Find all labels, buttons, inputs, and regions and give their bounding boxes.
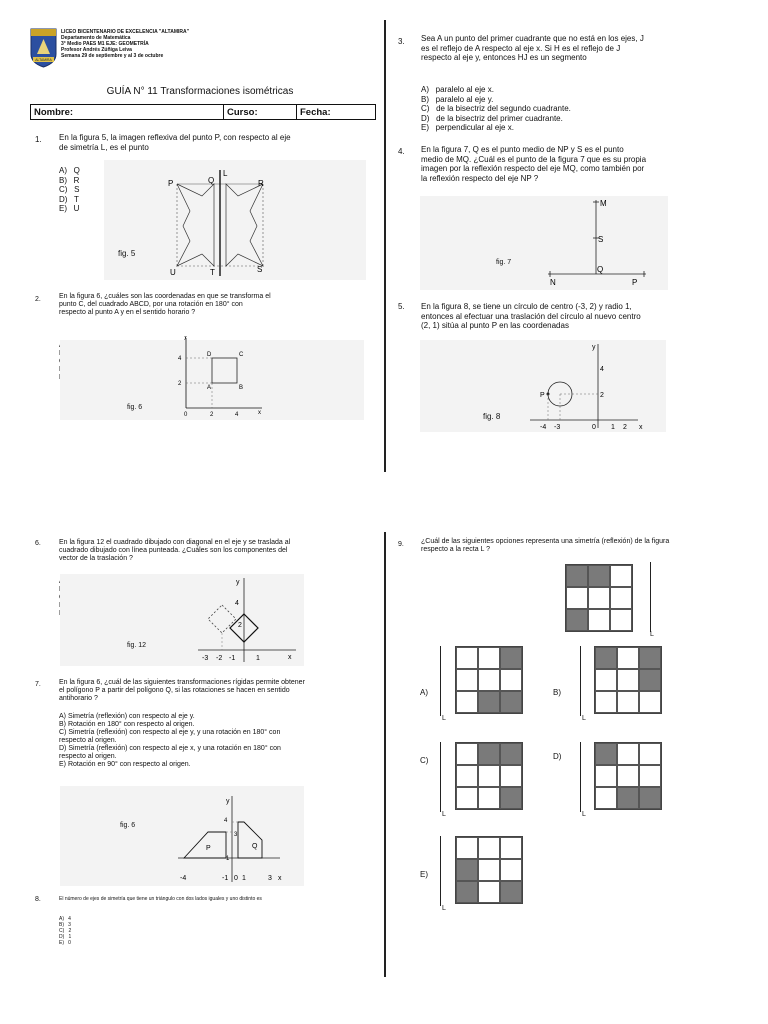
grid-cell [639, 743, 661, 765]
option[interactable]: D) T [59, 194, 79, 204]
line-l-label: L [582, 715, 586, 722]
grid-cell [456, 743, 478, 765]
tick-label: 4 [235, 412, 239, 418]
grid-cell-shaded [639, 787, 661, 809]
grid-cell-shaded [456, 859, 478, 881]
course-line: 3° Medio PAES M1 EJE: GEOMETRÍA [61, 41, 149, 47]
q9-option-label-b[interactable]: B) [553, 688, 561, 697]
label: U [170, 268, 176, 277]
question-6-number: 6. [35, 540, 41, 547]
tick-label: -4 [180, 875, 187, 882]
q9-figure-grid [565, 564, 633, 632]
grid-cell [456, 647, 478, 669]
question-3-text: Sea A un punto del primer cuadrante que no está en los ejes, J es el reflejo de A respecto al eje x. Si H es el reflejo de J respecto al eje y, entonces HJ es un segmento [421, 34, 644, 62]
axis-label: x [258, 410, 261, 416]
axis-label: x [639, 424, 643, 431]
grid-cell-shaded [478, 691, 500, 713]
option[interactable]: B) R [59, 175, 80, 185]
grid-cell [456, 787, 478, 809]
column-divider-top [384, 20, 386, 472]
line-l-label: L [650, 631, 654, 638]
q9-option-label-c[interactable]: C) [420, 756, 429, 765]
svg-text:ALTAMIRA: ALTAMIRA [35, 58, 52, 62]
tick-label: -4 [540, 424, 547, 431]
grid-cell-shaded [500, 691, 522, 713]
tick-label: 3 [268, 875, 272, 882]
tick-label: 0 [234, 875, 238, 882]
option[interactable]: B) paralelo al eje y. [421, 94, 494, 104]
option[interactable]: C) 2 [59, 928, 72, 934]
grid-cell [588, 609, 610, 631]
grid-cell [456, 765, 478, 787]
tick-label: 4 [224, 818, 228, 824]
label: P [632, 278, 638, 287]
fecha-field[interactable]: Fecha: [297, 105, 376, 120]
axis-label: y [226, 798, 230, 805]
grid-cell [617, 765, 639, 787]
student-info-table [30, 104, 376, 120]
question-7-text: En la figura 6, ¿cuál de las siguientes transformaciones rígidas permite obtener el polígono P a partir del polígono Q, si las rotaciones se hacen en sentido antihorario ? [59, 679, 305, 702]
tick-label: 2 [238, 622, 242, 629]
option[interactable]: E) U [59, 204, 80, 213]
label: A [207, 385, 212, 391]
grid-cell [566, 587, 588, 609]
option[interactable]: E) perpendicular al eje x. [421, 123, 514, 132]
grid-cell-shaded [456, 881, 478, 903]
grid-cell-shaded [588, 565, 610, 587]
line-l-label: L [442, 715, 446, 722]
tick-label: 0 [184, 412, 188, 418]
label: P [206, 845, 211, 852]
grid-cell [610, 587, 632, 609]
figure-caption: fig. 6 [120, 822, 136, 829]
tick-label: 2 [210, 412, 214, 418]
figure-5 [164, 166, 274, 278]
option[interactable]: A) 4 [59, 916, 71, 922]
grid-cell-shaded [639, 669, 661, 691]
option[interactable]: A) Q [59, 166, 80, 175]
grid-cell [456, 837, 478, 859]
line-l-label: L [442, 905, 446, 912]
option[interactable]: B) 3 [59, 922, 71, 928]
tick-label: 1 [242, 875, 246, 882]
tick-label: 3 [234, 832, 238, 838]
figure-7 [540, 196, 660, 290]
grid-cell-shaded [617, 787, 639, 809]
tick-label: 2 [623, 424, 627, 431]
school-logo [30, 28, 57, 68]
grid-cell [617, 647, 639, 669]
label: P [168, 179, 174, 188]
q9-option-c-grid[interactable] [455, 742, 523, 810]
axis-label: x [288, 654, 292, 661]
grid-cell-shaded [500, 881, 522, 903]
figure-caption: fig. 7 [496, 259, 512, 266]
question-5-text: En la figura 8, se tiene un círculo de centro (-3, 2) y radio 1, entonces al efectuar una traslación del círculo al nuevo centro (2, 1) sitúa al punto P en las coordenadas [421, 302, 641, 330]
grid-cell-shaded [595, 743, 617, 765]
question-7-options [59, 713, 309, 769]
grid-cell [610, 609, 632, 631]
grid-cell [478, 837, 500, 859]
figure-caption: fig. 5 [118, 249, 136, 258]
option[interactable]: C) de la bisectriz del segundo cuadrante. [421, 104, 571, 113]
option[interactable]: D) de la bisectriz del primer cuadrante. [421, 113, 563, 123]
grid-cell [456, 669, 478, 691]
grid-cell-shaded [639, 647, 661, 669]
tick-label: 1 [256, 655, 260, 662]
axis-label: y [236, 579, 240, 586]
option[interactable]: E) Rotación en 90° con respecto al origen. [59, 761, 191, 768]
question-8-text: El número de ejes de simetría que tiene un triángulo con dos lados iguales y uno distinto es [59, 896, 262, 902]
q9-option-label-e[interactable]: E) [420, 870, 428, 879]
question-6-text: En la figura 12 el cuadrado dibujado con diagonal en el eje y se traslada al cuadrado dibujado con línea punteada. ¿Cuáles son los componentes del vector de la traslación ? [59, 539, 291, 562]
line-l [440, 742, 441, 812]
week-line: Semana 29 de septiembre y al 3 de octubre [61, 53, 164, 59]
q9-option-label-d[interactable]: D) [553, 752, 562, 761]
line-l-label: L [582, 811, 586, 818]
grid-cell-shaded [500, 787, 522, 809]
tick-label: -3 [554, 424, 561, 431]
option[interactable]: D) Simetría (reflexión) con respecto al eje x, y una rotación en 180° con respecto al origen. [59, 745, 281, 760]
label: T [210, 268, 215, 277]
axis-label: y [592, 344, 596, 351]
grid-cell-shaded [500, 743, 522, 765]
curso-field[interactable]: Curso: [224, 105, 297, 120]
tick-label: -1 [229, 655, 236, 662]
grid-cell [478, 647, 500, 669]
figure-6-square [176, 336, 268, 418]
q9-option-a-grid[interactable] [455, 646, 523, 714]
nombre-field[interactable]: Nombre: [31, 105, 224, 120]
grid-cell [478, 787, 500, 809]
grid-cell-shaded [500, 647, 522, 669]
figure-caption: fig. 12 [127, 642, 147, 649]
grid-cell [500, 837, 522, 859]
label: N [550, 278, 556, 287]
question-3-options [421, 85, 571, 133]
label: B [239, 385, 244, 391]
label: L [223, 169, 228, 178]
question-4-text: En la figura 7, Q es el punto medio de NP y S es el punto medio de MQ. ¿Cuál es el punto de la figura 7 que es su propia imagen por la reflexión respecto del eje MQ, como también por la reflexión respecto del eje NP ? [421, 145, 647, 183]
tick-label: 2 [178, 381, 182, 387]
question-8-number: 8. [35, 896, 41, 903]
grid-cell-shaded [478, 743, 500, 765]
label: Q [597, 265, 604, 274]
grid-cell [500, 859, 522, 881]
grid-cell [456, 691, 478, 713]
q9-option-label-a[interactable]: A) [420, 688, 428, 697]
grid-cell [595, 669, 617, 691]
grid-cell [639, 691, 661, 713]
axis-label: y [184, 336, 187, 340]
question-3-number: 3. [398, 37, 405, 46]
q9-option-e-grid[interactable] [455, 836, 523, 904]
option[interactable]: C) S [59, 185, 80, 194]
question-8-options [59, 916, 71, 946]
grid-cell [639, 765, 661, 787]
question-9-text: ¿Cuál de las siguientes opciones representa una simetría (reflexión) de la figura respecto a la recta L ? [421, 538, 670, 553]
label: Q [252, 843, 258, 850]
question-5-number: 5. [398, 302, 405, 311]
grid-cell [595, 787, 617, 809]
grid-cell [500, 765, 522, 787]
question-4-number: 4. [398, 147, 405, 156]
label: Q [208, 176, 215, 185]
line-l [580, 742, 581, 812]
question-1-number: 1. [35, 135, 42, 144]
grid-cell [610, 565, 632, 587]
grid-cell [478, 765, 500, 787]
tick-label: 4 [600, 366, 604, 373]
question-1-options [59, 166, 80, 214]
line-l [440, 646, 441, 716]
option[interactable]: D) 1 [59, 934, 72, 940]
grid-cell [595, 691, 617, 713]
q9-option-d-grid[interactable] [594, 742, 662, 810]
option[interactable]: C) Simetría (reflexión) con respecto al eje y, y una rotación en 180° con respecto al origen. [59, 729, 281, 744]
question-9-number: 9. [398, 541, 404, 548]
label: P [540, 392, 545, 399]
figure-caption: fig. 6 [127, 404, 143, 411]
tick-label: 4 [178, 356, 182, 362]
grid-cell [588, 587, 610, 609]
question-7-number: 7. [35, 681, 41, 688]
option[interactable]: A) paralelo al eje x. [421, 85, 494, 94]
figure-12 [196, 574, 300, 666]
tick-label: -3 [202, 655, 209, 662]
tick-label: -2 [216, 655, 223, 662]
question-2-number: 2. [35, 296, 41, 303]
grid-cell [500, 669, 522, 691]
line-l [650, 562, 651, 632]
line-l-label: L [442, 811, 446, 818]
option[interactable]: A) Simetría (reflexión) con respecto al eje y. [59, 713, 195, 720]
department: Departamento de Matemática [61, 35, 131, 41]
q9-option-b-grid[interactable] [594, 646, 662, 714]
grid-cell [617, 669, 639, 691]
grid-cell-shaded [595, 647, 617, 669]
column-divider-bottom [384, 532, 386, 977]
label: M [600, 199, 607, 208]
teacher-line: Profesor Andrés Zúñiga Leiva [61, 47, 132, 53]
label: C [239, 352, 244, 358]
option[interactable]: B) Rotación en 180° con respecto al origen. [59, 721, 195, 728]
tick-label: 4 [235, 600, 239, 607]
grid-cell-shaded [566, 609, 588, 631]
page-title: GUÍA N° 11 Transformaciones isométricas [106, 86, 294, 97]
option[interactable]: E) 0 [59, 940, 71, 946]
grid-cell [595, 765, 617, 787]
grid-cell [478, 669, 500, 691]
school-name: LICEO BICENTENARIO DE EXCELENCIA "ALTAMIRA" [61, 29, 189, 35]
grid-cell [617, 691, 639, 713]
tick-label: 1 [611, 424, 615, 431]
label: S [257, 265, 263, 274]
figure-8 [528, 340, 648, 432]
tick-label: 0 [592, 424, 596, 431]
question-2-text: En la figura 6, ¿cuáles son las coordenadas en que se transforma el punto C, del cuadrado ABCD, por una rotación en 180° con respecto al punto A y en el sentido horario ? [59, 293, 271, 316]
grid-cell [617, 743, 639, 765]
grid-cell [478, 881, 500, 903]
line-l [580, 646, 581, 716]
figure-caption: fig. 8 [483, 412, 501, 421]
label: S [598, 235, 604, 244]
grid-cell [478, 859, 500, 881]
line-l [440, 836, 441, 906]
question-1-text: En la figura 5, la imagen reflexiva del punto P, con respecto al eje de simetría L, es el punto [59, 133, 291, 152]
axis-label: x [278, 875, 282, 882]
grid-cell-shaded [566, 565, 588, 587]
label: R [258, 179, 264, 188]
label: D [207, 352, 212, 358]
figure-6-polygons [174, 794, 290, 886]
tick-label: 2 [600, 392, 604, 399]
tick-label: 1 [226, 856, 230, 862]
tick-label: -1 [222, 875, 229, 882]
